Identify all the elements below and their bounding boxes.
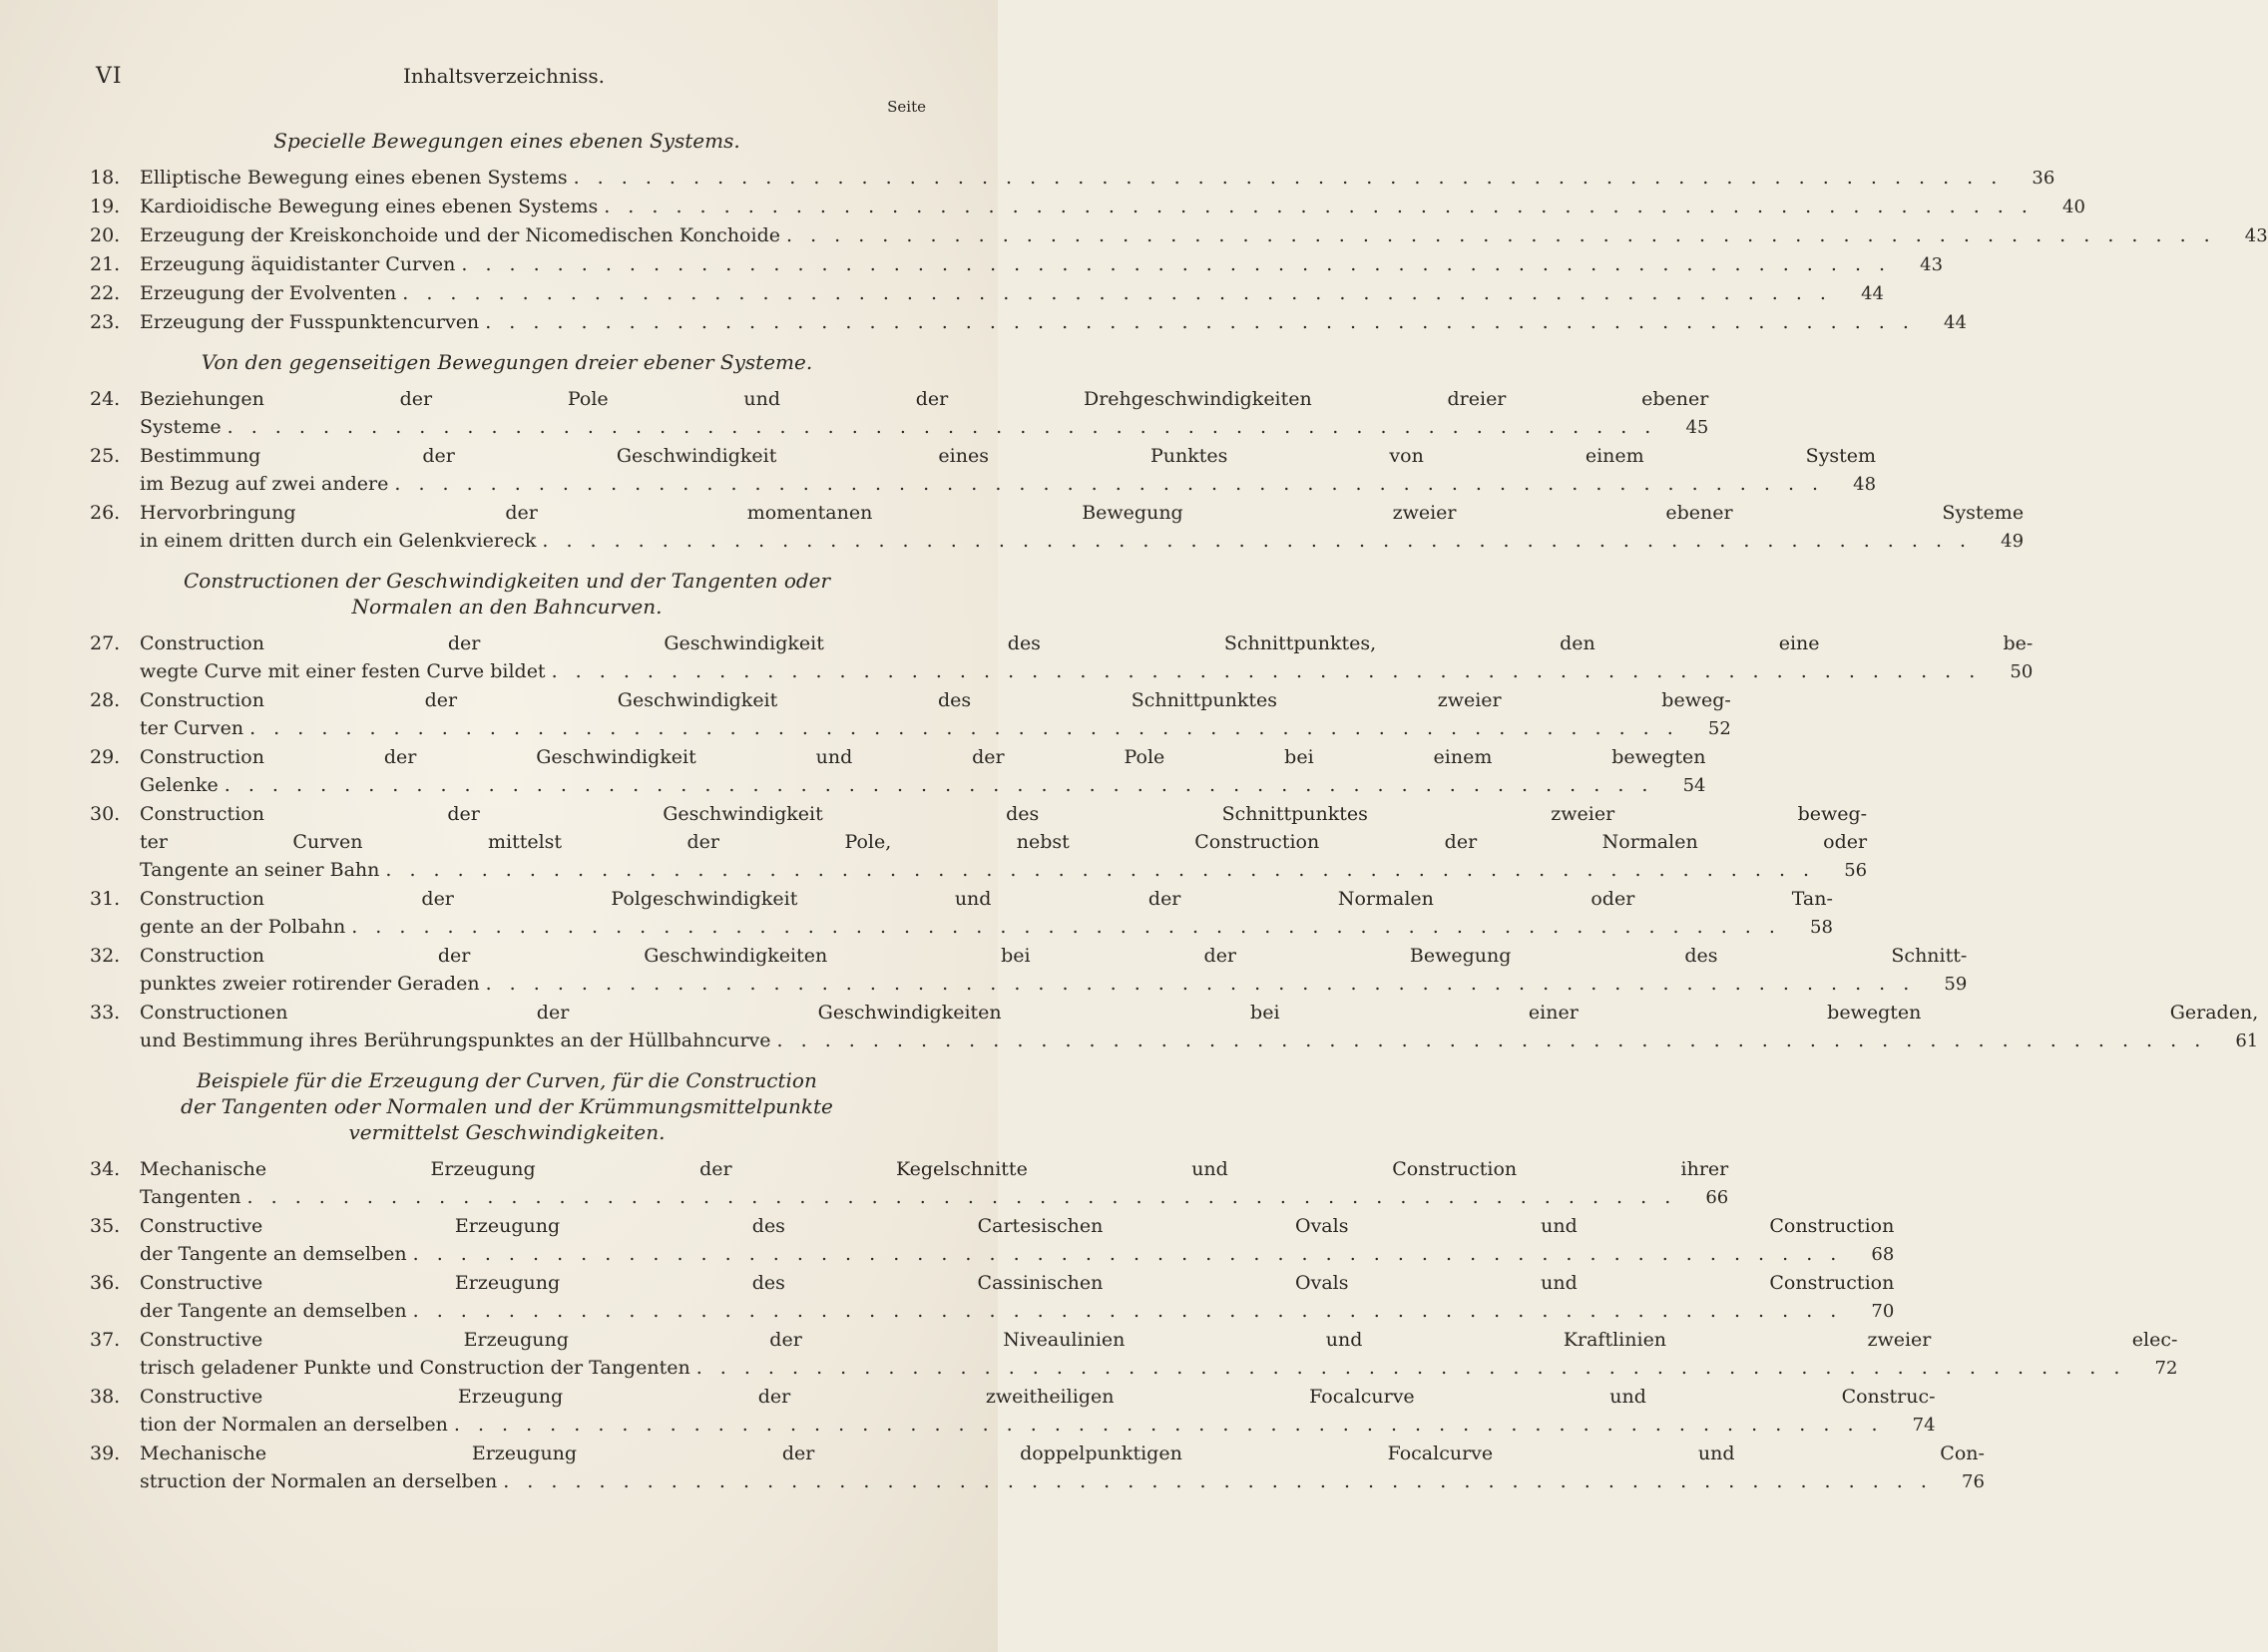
- entry-page-number: 72: [2154, 1358, 2178, 1379]
- entry-last-line: [140, 1240, 1894, 1269]
- entry-number: 20.: [90, 224, 121, 246]
- entry-number: 36.: [90, 1272, 121, 1294]
- entry-body: [140, 1155, 1728, 1212]
- entry-text-line: trisch geladener Punkte und Construction der Tangenten: [140, 1357, 690, 1379]
- entry-number: 21.: [90, 253, 121, 275]
- section-title: [90, 128, 924, 154]
- running-title: Inhaltsverzeichniss.: [403, 64, 605, 88]
- section-title-line: Normalen an den Bahncurven.: [351, 595, 663, 619]
- entry-last-line: [140, 856, 1867, 885]
- entry-text-line: Constructive Erzeugung der zweitheiligen Focalcurve und Construc-: [140, 1386, 1936, 1408]
- entry-body: [140, 743, 1705, 800]
- toc-entry: [90, 193, 2085, 221]
- entry-text-line: der Tangente an demselben: [140, 1300, 407, 1322]
- entry-page-number: 52: [1707, 718, 1731, 739]
- entry-text-line: und Bestimmung ihres Berührungspunktes an der Hüllbahncurve: [140, 1030, 771, 1051]
- toc-entry: [90, 1326, 2178, 1383]
- entry-body: [140, 1269, 1894, 1326]
- entry-text-line: punktes zweier rotirender Geraden: [140, 973, 480, 995]
- dot-leader: [536, 527, 1972, 555]
- toc-entry: [90, 743, 1706, 800]
- dot-leader: [407, 1297, 1843, 1325]
- entry-last-line: [140, 279, 1884, 308]
- dot-leader: [396, 279, 1832, 307]
- entry-last-line: [140, 527, 2024, 556]
- toc-entry: [90, 221, 2268, 250]
- entry-page-number: 48: [1853, 474, 1877, 495]
- section-title-line: Constructionen der Geschwindigkeiten und der Tangenten oder: [183, 569, 831, 593]
- entry-text-line: Gelenke: [140, 774, 219, 796]
- dot-leader: [497, 1467, 1933, 1495]
- entry-text-line: ter Curven: [140, 717, 244, 739]
- entry-body: [140, 164, 2054, 193]
- dot-leader: [455, 250, 1891, 278]
- entry-body: [140, 308, 1967, 337]
- entry-page-number: 43: [1920, 254, 1944, 275]
- entry-last-line: [140, 308, 1967, 337]
- toc-entry: [90, 499, 2025, 556]
- entry-page-number: 61: [2235, 1031, 2259, 1051]
- toc-entry: [90, 1155, 1729, 1212]
- dot-leader: [407, 1240, 1843, 1268]
- entry-page-number: 66: [1705, 1187, 1729, 1208]
- entry-number: 22.: [90, 282, 121, 304]
- entry-number: 38.: [90, 1386, 121, 1408]
- toc-entry: [90, 250, 1944, 279]
- dot-leader: [690, 1354, 2126, 1382]
- section-title: [90, 349, 924, 375]
- entry-text-line: Mechanische Erzeugung der Kegelschnitte und Construction ihrer: [140, 1158, 1729, 1180]
- entry-last-line: [140, 1027, 2258, 1055]
- entry-text-line: Beziehungen der Pole und der Drehgeschwindigkeiten dreier ebener: [140, 388, 1709, 410]
- dot-leader: [568, 164, 2004, 192]
- section-title: [90, 1067, 924, 1145]
- dot-leader: [243, 714, 1679, 742]
- entry-body: [140, 221, 2268, 250]
- entry-body: [140, 1326, 2177, 1383]
- entry-last-line: [140, 250, 1943, 279]
- entry-number: 18.: [90, 167, 121, 189]
- entry-number: 26.: [90, 502, 121, 524]
- entry-body: [140, 1440, 1985, 1496]
- entry-page-number: 54: [1682, 775, 1706, 796]
- dot-leader: [379, 856, 1815, 884]
- section-title-line: vermittelst Geschwindigkeiten.: [348, 1120, 666, 1144]
- entry-body: [140, 193, 2085, 221]
- entry-last-line: [140, 1183, 1728, 1212]
- section-title: [90, 568, 924, 620]
- toc-entry: [90, 1269, 1895, 1326]
- entry-page-number: 70: [1871, 1301, 1895, 1322]
- entry-page-number: 50: [2010, 661, 2034, 682]
- entry-last-line: [140, 1467, 1985, 1496]
- entry-body: [140, 499, 2024, 556]
- toc-entry: [90, 385, 1709, 442]
- entry-page-number: 40: [2062, 197, 2085, 217]
- entry-text-line: Constructive Erzeugung des Cassinischen Ovals und Construction: [140, 1272, 1895, 1294]
- entry-text-line: der Tangente an demselben: [140, 1243, 407, 1265]
- entry-page-number: 49: [2001, 531, 2025, 552]
- entry-last-line: [140, 1411, 1936, 1440]
- dot-leader: [222, 413, 1657, 441]
- entry-text-line: Erzeugung der Kreiskonchoide und der Nicomedischen Konchoide: [140, 224, 780, 246]
- entry-body: [140, 629, 2033, 686]
- entry-last-line: [140, 714, 1731, 743]
- entry-text-line: im Bezug auf zwei andere: [140, 473, 389, 495]
- seite-label: Seite: [887, 98, 926, 116]
- entry-last-line: [140, 470, 1876, 499]
- page-header: [90, 64, 918, 94]
- dot-leader: [219, 771, 1654, 799]
- entry-text-line: Construction der Geschwindigkeit und der Pole bei einem bewegten: [140, 746, 1706, 768]
- section-title-line: Specielle Bewegungen eines ebenen Systems.: [273, 129, 740, 153]
- entry-text-line: Constructive Erzeugung des Cartesischen Ovals und Construction: [140, 1215, 1895, 1237]
- entry-page-number: 45: [1685, 417, 1709, 438]
- dot-leader: [388, 470, 1824, 498]
- entry-text-line: Bestimmung der Geschwindigkeit eines Punktes von einem System: [140, 445, 1877, 467]
- entry-body: [140, 250, 1943, 279]
- dot-leader: [780, 221, 2216, 249]
- dot-leader: [345, 913, 1781, 941]
- toc-entry: [90, 442, 1877, 499]
- entry-text-line: tion der Normalen an derselben: [140, 1414, 448, 1436]
- dot-leader: [598, 193, 2034, 220]
- toc-entry: [90, 164, 2055, 193]
- toc-entry: [90, 999, 2259, 1055]
- dot-leader: [448, 1411, 1884, 1439]
- entry-number: 37.: [90, 1329, 121, 1351]
- entry-last-line: [140, 1297, 1894, 1326]
- entry-page-number: 76: [1962, 1471, 1985, 1492]
- entry-body: [140, 279, 1884, 308]
- entry-number: 23.: [90, 311, 121, 333]
- entry-text-line: Constructive Erzeugung der Niveaulinien und Kraftlinien zweier elec-: [140, 1329, 2178, 1351]
- entry-number: 25.: [90, 445, 121, 467]
- entry-last-line: [140, 657, 2033, 686]
- entry-last-line: [140, 221, 2268, 250]
- toc-entry: [90, 629, 2034, 686]
- entry-text-line: gente an der Polbahn: [140, 916, 346, 938]
- entry-page-number: 68: [1871, 1244, 1895, 1265]
- entry-number: 30.: [90, 803, 121, 825]
- entry-body: [140, 1212, 1894, 1269]
- entry-last-line: [140, 913, 1833, 942]
- toc-entry: [90, 1440, 1985, 1496]
- entry-body: [140, 442, 1876, 499]
- entry-body: [140, 885, 1833, 942]
- dot-leader: [546, 657, 1982, 685]
- entry-last-line: [140, 1354, 2177, 1383]
- entry-body: [140, 942, 1967, 999]
- entry-body: [140, 800, 1867, 885]
- entry-text-line: Systeme: [140, 416, 222, 438]
- entry-text-line: Tangente an seiner Bahn: [140, 859, 380, 881]
- entry-number: 29.: [90, 746, 121, 768]
- entry-text-line: in einem dritten durch ein Gelenkviereck: [140, 530, 537, 552]
- entry-number: 24.: [90, 388, 121, 410]
- entry-text-line: Construction der Polgeschwindigkeit und der Normalen oder Tan-: [140, 888, 1833, 910]
- toc-entry: [90, 942, 1968, 999]
- entry-page-number: 44: [1861, 283, 1884, 304]
- toc-entry: [90, 800, 1868, 885]
- entry-last-line: [140, 193, 2085, 221]
- entry-text-line: Erzeugung der Fusspunktencurven: [140, 311, 480, 333]
- entry-page-number: 59: [1944, 974, 1968, 995]
- entry-text-line: Construction der Geschwindigkeit des Schnittpunktes, den eine be-: [140, 632, 2034, 654]
- entry-number: 19.: [90, 196, 121, 217]
- entry-body: [140, 385, 1708, 442]
- dot-leader: [771, 1027, 2207, 1054]
- section-title-line: Beispiele für die Erzeugung der Curven, für die Construction: [197, 1068, 817, 1092]
- entry-number: 39.: [90, 1443, 121, 1464]
- entry-text-line: Constructionen der Geschwindigkeiten bei einer bewegten Geraden,: [140, 1002, 2259, 1024]
- page-number-roman: VI: [96, 64, 123, 89]
- entry-text-line: struction der Normalen an derselben: [140, 1470, 498, 1492]
- entry-body: [140, 686, 1731, 743]
- entry-last-line: [140, 164, 2054, 193]
- entry-page-number: 74: [1912, 1415, 1936, 1436]
- dot-leader: [479, 308, 1915, 336]
- toc-entry: [90, 686, 1731, 743]
- toc-entry: [90, 1212, 1895, 1269]
- section-title-line: Von den gegenseitigen Bewegungen dreier ebener Systeme.: [201, 350, 813, 374]
- entry-page-number: 56: [1844, 860, 1868, 881]
- entry-text-line: Construction der Geschwindigkeit des Schnittpunktes zweier beweg-: [140, 803, 1868, 825]
- entry-last-line: [140, 970, 1967, 999]
- entry-text-line: Erzeugung äquidistanter Curven: [140, 253, 456, 275]
- toc-entry: [90, 308, 1967, 337]
- dot-leader: [480, 970, 1916, 998]
- entry-last-line: [140, 771, 1705, 800]
- entry-text-line: Construction der Geschwindigkeiten bei der Bewegung des Schnitt-: [140, 945, 1968, 967]
- entry-number: 33.: [90, 1002, 121, 1024]
- entry-number: 34.: [90, 1158, 121, 1180]
- entry-number: 32.: [90, 945, 121, 967]
- entry-number: 35.: [90, 1215, 121, 1237]
- section-title-line: der Tangenten oder Normalen und der Krümmungsmittelpunkte: [181, 1094, 833, 1118]
- table-of-contents: [90, 120, 2268, 1496]
- entry-last-line: [140, 413, 1708, 442]
- entry-page-number: 36: [2032, 168, 2055, 189]
- entry-text-line: Hervorbringung der momentanen Bewegung zweier ebener Systeme: [140, 502, 2025, 524]
- entry-text-line: ter Curven mittelst der Pole, nebst Construction der Normalen oder: [140, 831, 1868, 853]
- entry-text-line: Elliptische Bewegung eines ebenen Systems: [140, 167, 568, 189]
- entry-body: [140, 1383, 1936, 1440]
- entry-text-line: Construction der Geschwindigkeit des Schnittpunktes zweier beweg-: [140, 689, 1731, 711]
- entry-text-line: Erzeugung der Evolventen: [140, 282, 397, 304]
- entry-body: [140, 999, 2258, 1055]
- entry-page-number: 44: [1944, 312, 1967, 333]
- entry-text-line: Tangenten: [140, 1186, 241, 1208]
- entry-text-line: Kardioidische Bewegung eines ebenen Systems: [140, 196, 599, 217]
- toc-entry: [90, 279, 1884, 308]
- entry-number: 31.: [90, 888, 121, 910]
- toc-entry: [90, 885, 1833, 942]
- entry-text-line: Mechanische Erzeugung der doppelpunktigen Focalcurve und Con-: [140, 1443, 1985, 1464]
- entry-page-number: 58: [1810, 917, 1833, 938]
- entry-number: 28.: [90, 689, 121, 711]
- entry-text-line: wegte Curve mit einer festen Curve bildet: [140, 660, 546, 682]
- dot-leader: [241, 1183, 1677, 1211]
- toc-entry: [90, 1383, 1936, 1440]
- entry-page-number: 43: [2244, 225, 2268, 246]
- entry-number: 27.: [90, 632, 121, 654]
